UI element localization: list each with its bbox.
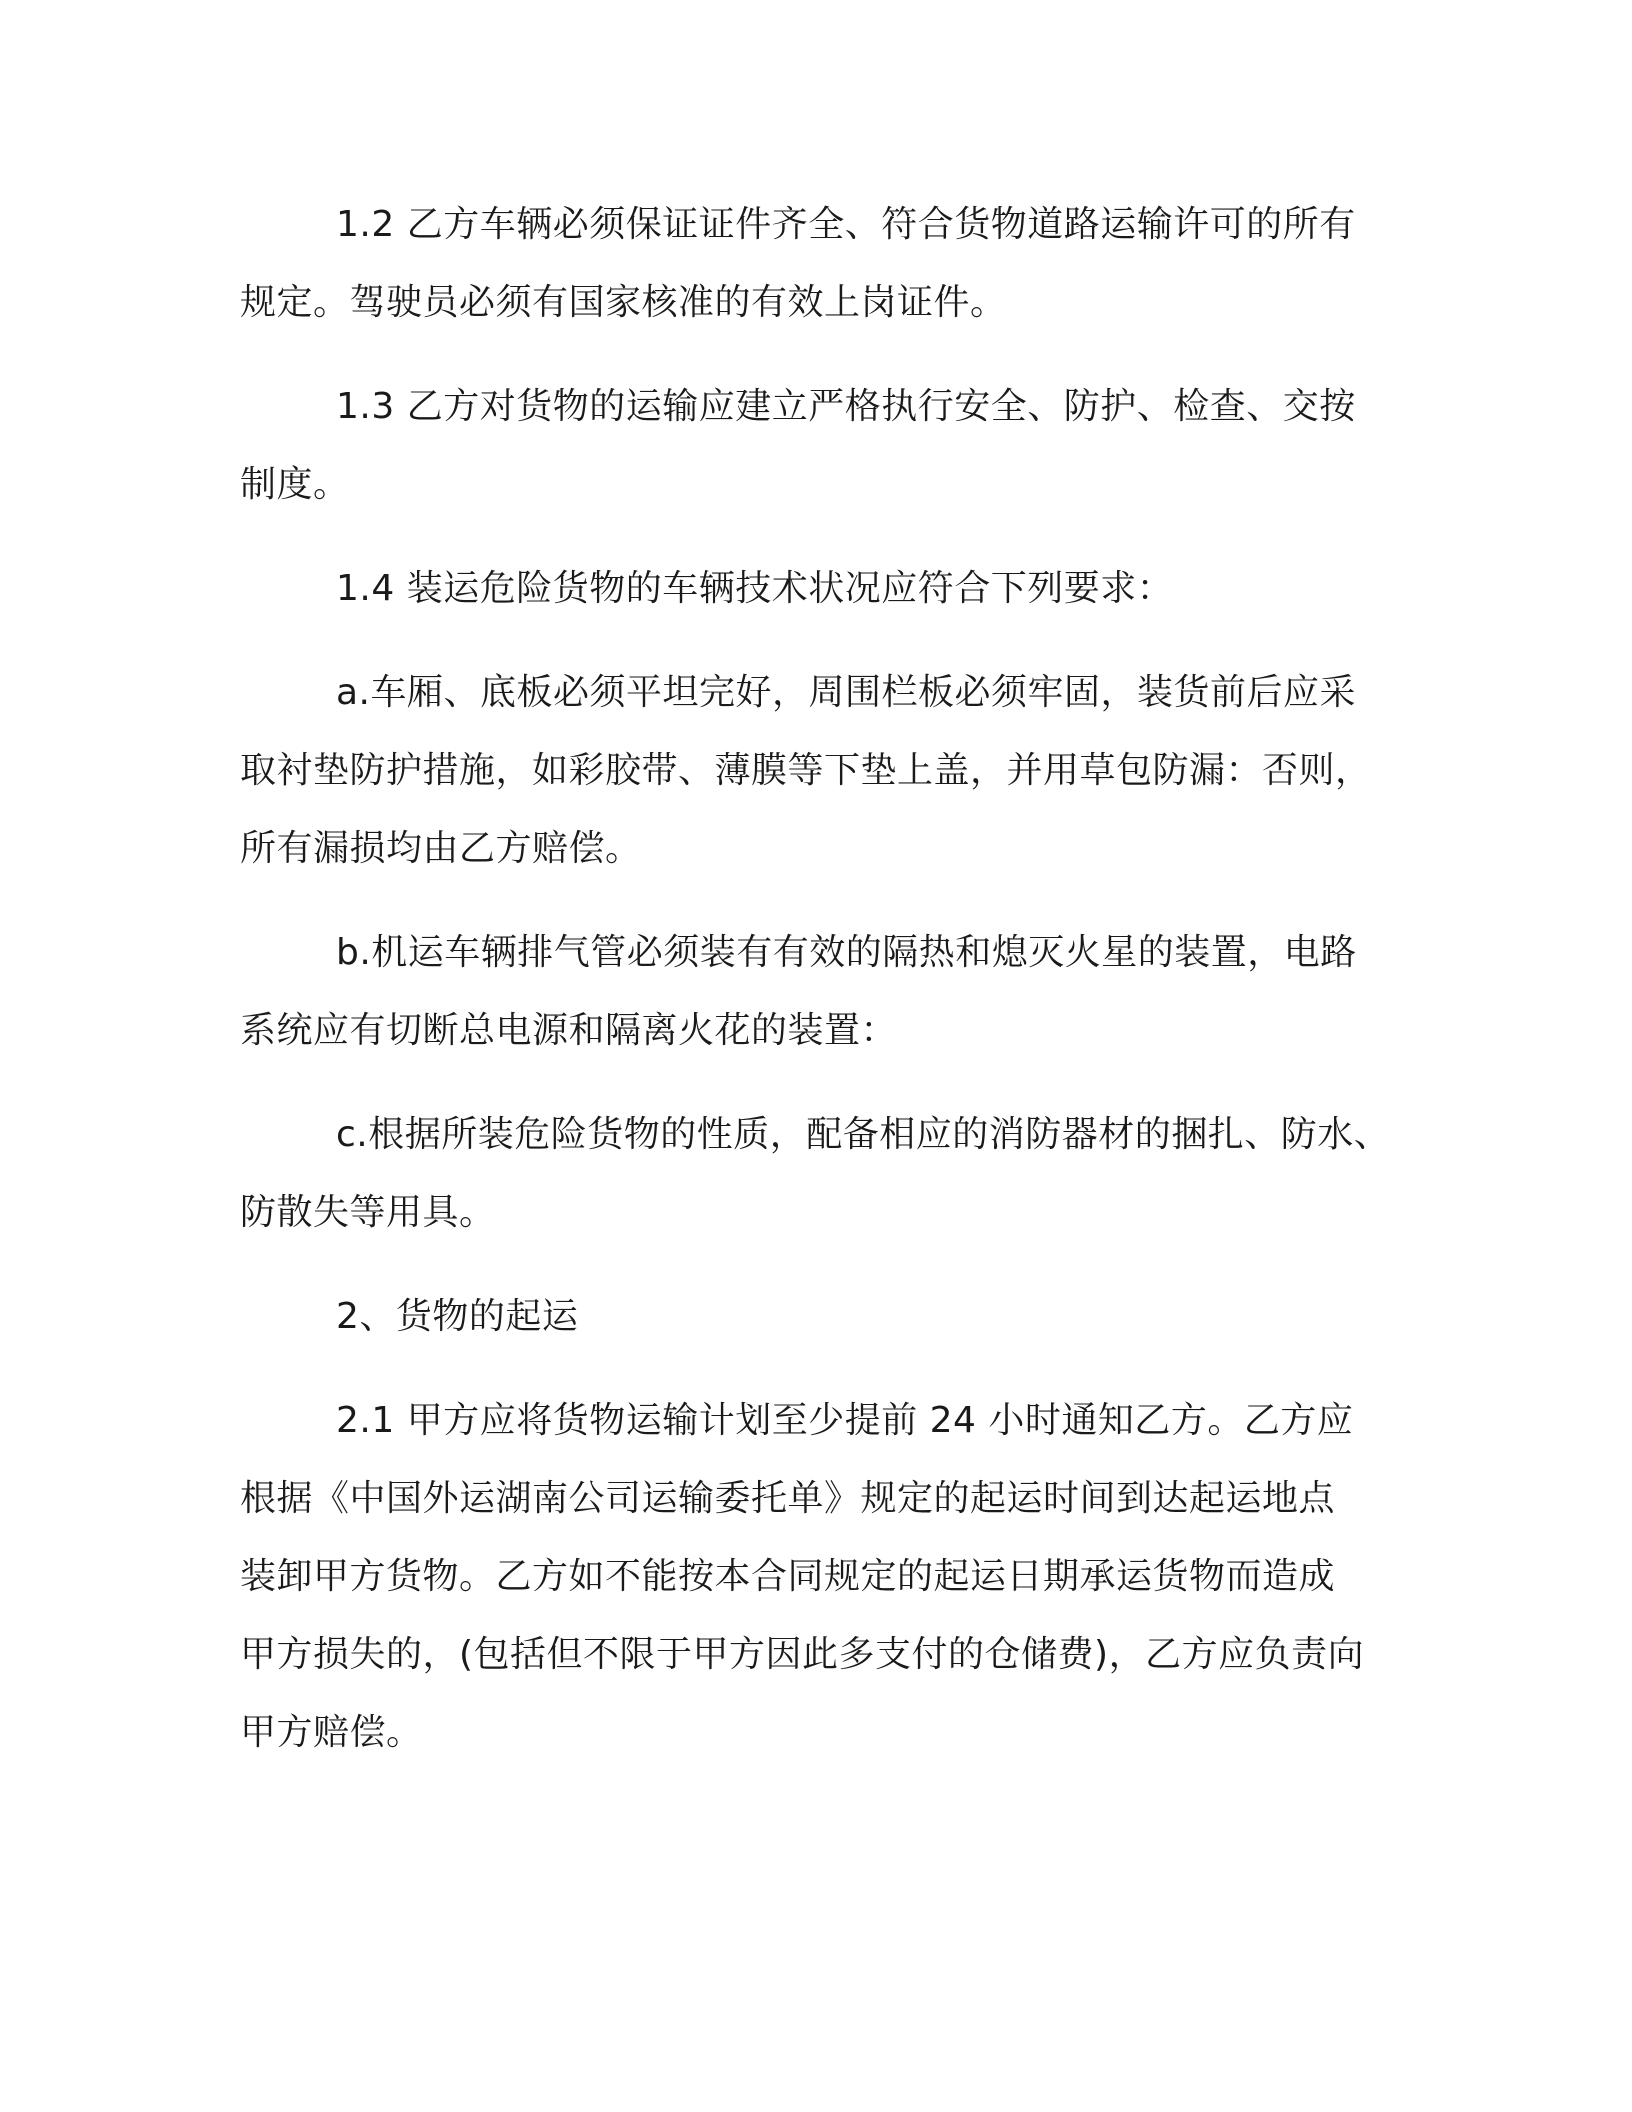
text-line: 甲方损失的，(包括但不限于甲方因此多支付的仓储费)，乙方应负责向 xyxy=(240,1634,1365,1675)
document-body xyxy=(240,186,1392,1798)
paragraph-1-3 xyxy=(240,368,1392,524)
paragraph-a xyxy=(240,654,1392,888)
text-line: b.机运车辆排气管必须装有有效的隔热和熄灭火星的装置，电路 xyxy=(336,932,1357,973)
text-line: 1.3 乙方对货物的运输应建立严格执行安全、防护、检查、交按 xyxy=(336,386,1356,427)
text-line: 根据《中国外运湖南公司运输委托单》规定的起运时间到达起运地点 xyxy=(240,1478,1336,1519)
text-line: 甲方赔偿。 xyxy=(240,1712,423,1753)
text-line: 1.4 装运危险货物的车辆技术状况应符合下列要求： xyxy=(336,568,1174,609)
text-line: 装卸甲方货物。乙方如不能按本合同规定的起运日期承运货物而造成 xyxy=(240,1556,1336,1597)
paragraph-1-4 xyxy=(240,550,1392,628)
paragraph-c xyxy=(240,1096,1392,1252)
paragraph-2-1 xyxy=(240,1382,1392,1772)
section-heading-2 xyxy=(240,1278,1392,1356)
text-line: 2.1 甲方应将货物运输计划至少提前 24 小时通知乙方。乙方应 xyxy=(336,1400,1354,1441)
text-line: 所有漏损均由乙方赔偿。 xyxy=(240,828,642,869)
text-line: a.车厢、底板必须平坦完好，周围栏板必须牢固，装货前后应采 xyxy=(336,672,1357,713)
text-line: 规定。驾驶员必须有国家核准的有效上岗证件。 xyxy=(240,282,1007,323)
paragraph-1-2 xyxy=(240,186,1392,342)
text-line: 取衬垫防护措施，如彩胶带、薄膜等下垫上盖，并用草包防漏：否则， xyxy=(240,750,1372,791)
text-line: c.根据所装危险货物的性质，配备相应的消防器材的捆扎、防水、 xyxy=(336,1114,1391,1155)
text-line: 制度。 xyxy=(240,464,350,505)
paragraph-b xyxy=(240,914,1392,1070)
text-line: 1.2 乙方车辆必须保证证件齐全、符合货物道路运输许可的所有 xyxy=(336,204,1356,245)
text-line: 2、货物的起运 xyxy=(336,1296,579,1337)
text-line: 防散失等用具。 xyxy=(240,1192,496,1233)
text-line: 系统应有切断总电源和隔离火花的装置： xyxy=(240,1010,898,1051)
